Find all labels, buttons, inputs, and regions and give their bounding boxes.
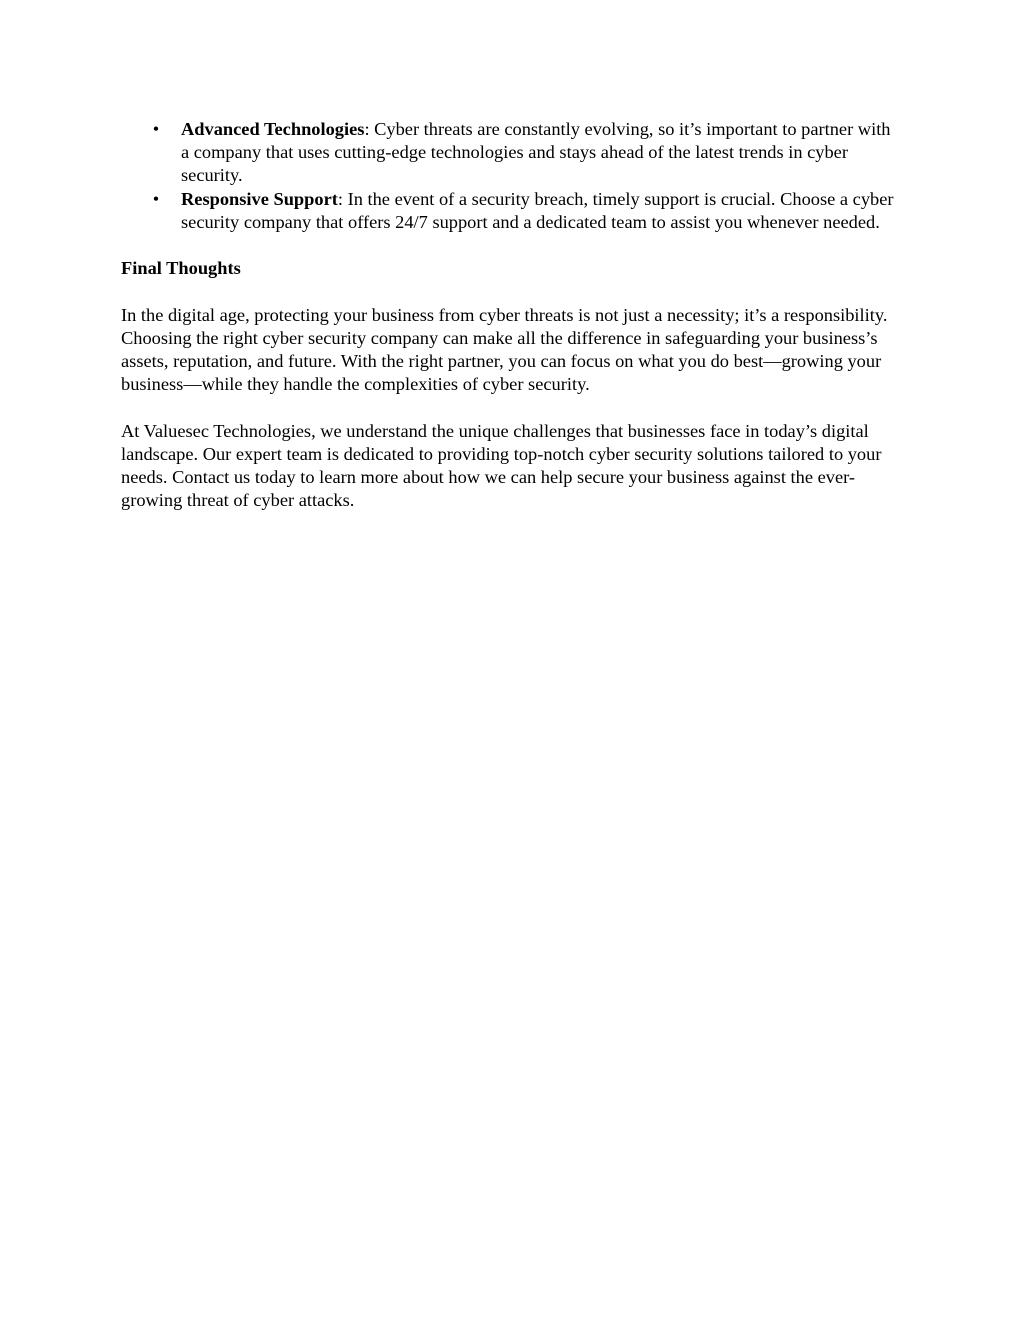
bullet-text: : Cyber threats are constantly evolving, so it’s important to partner with a company that uses cutting-edge technologies and stays ahead of the latest trends in cyber security. xyxy=(181,119,891,186)
list-item xyxy=(121,118,903,188)
bullet-list xyxy=(121,118,903,234)
bullet-term: Responsive Support xyxy=(181,188,338,209)
bullet-text: : In the event of a security breach, timely support is crucial. Choose a cyber security company that offers 24/7 support and a dedicated team to assist you whenever needed. xyxy=(181,188,894,232)
body-paragraph: In the digital age, protecting your business from cyber threats is not just a necessity; it’s a responsibility. Choosing the right cyber security company can make all the difference in safeguarding your business’s assets, reputation, and future. With the right partner, you can focus on what you do best—growing your business—while they handle the complexities of cyber security. xyxy=(121,304,888,395)
bullet-icon: • xyxy=(152,188,160,209)
bullet-term: Advanced Technologies xyxy=(181,119,365,139)
list-item xyxy=(121,188,903,234)
section-heading: Final Thoughts xyxy=(121,258,241,279)
bullet-icon: • xyxy=(152,119,160,139)
document-page xyxy=(121,118,903,512)
body-paragraph: At Valuesec Technologies, we understand the unique challenges that businesses face in today’s digital landscape. Our expert team is dedicated to providing top-notch cyber security solutions tailored to your needs. Contact us today to learn more about how we can help secure your business against the ever-growing threat of cyber attacks. xyxy=(121,420,882,511)
